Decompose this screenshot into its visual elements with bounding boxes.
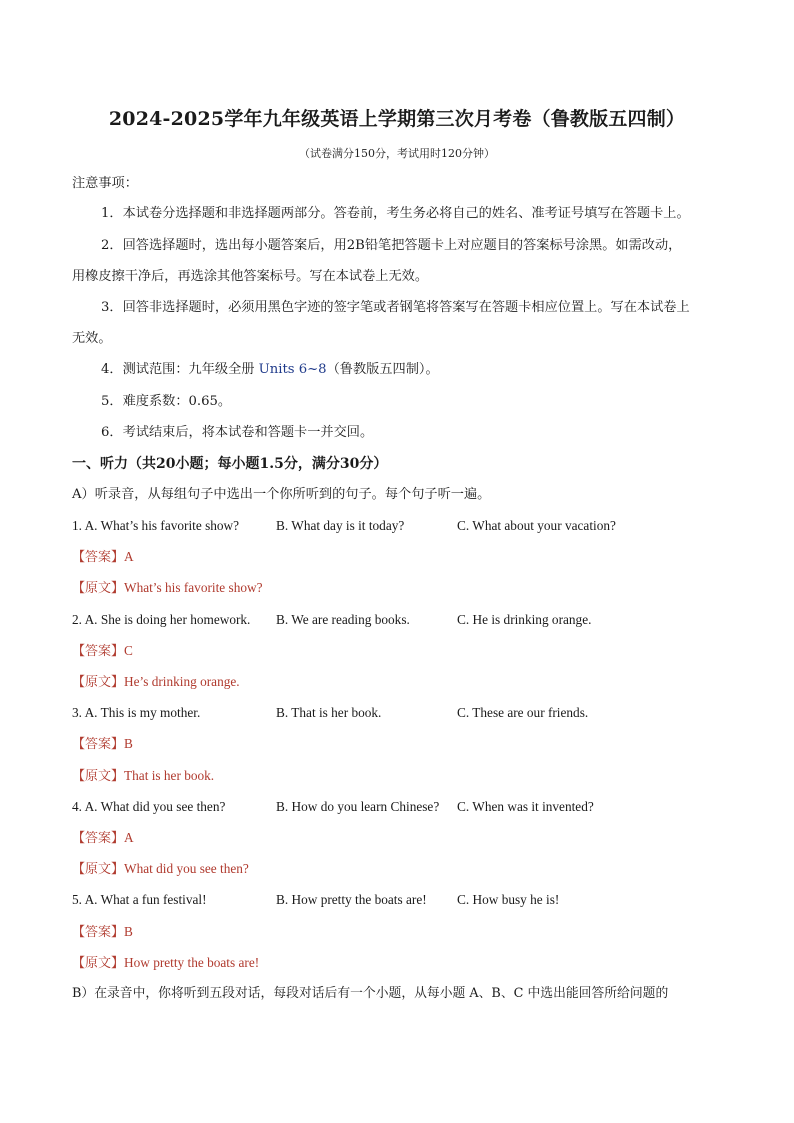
q1-answer: 【答案】A	[72, 549, 134, 565]
note-5: 5．难度系数：0.65。	[101, 394, 232, 409]
note-3-cont: 无效。	[72, 331, 112, 346]
note-6: 6．考试结束后，将本试卷和答题卡一并交回。	[101, 425, 374, 440]
page-title: 2024-2025学年九年级英语上学期第三次月考卷（鲁教版五四制）	[108, 108, 686, 130]
q2-option-a: 2. A. She is doing her homework.	[72, 612, 251, 627]
page-subtitle: （试卷满分150分，考试用时120分钟）	[299, 147, 495, 160]
part-b-instruction: B）在录音中，你将听到五段对话，每段对话后有一个小题，从每小题 A、B、C 中选出能回答所给问题的	[72, 986, 669, 1001]
part-a-instruction: A）听录音，从每组句子中选出一个你所听到的句子。每个句子听一遍。	[72, 487, 491, 502]
q2-option-b: B. We are reading books.	[276, 612, 410, 627]
q4-answer: 【答案】A	[72, 830, 134, 846]
q5-answer: 【答案】B	[72, 924, 133, 940]
section-1-heading: 一、听力（共20小题；每小题1.5分，满分30分）	[72, 456, 388, 472]
q4-option-b: B. How do you learn Chinese?	[276, 799, 440, 814]
note-2: 2．回答选择题时，选出每小题答案后，用2B铅笔把答题卡上对应题目的答案标号涂黑。如需改动，	[101, 238, 682, 253]
note-3: 3．回答非选择题时，必须用黑色字迹的签字笔或者钢笔将答案写在答题卡相应位置上。写在本试卷上	[101, 300, 690, 315]
q1-option-b: B. What day is it today?	[276, 518, 405, 533]
q3-option-c: C. These are our friends.	[457, 705, 589, 720]
q4-option-a: 4. A. What did you see then?	[72, 799, 226, 814]
q1-source: 【原文】What’s his favorite show?	[72, 580, 263, 596]
note-1: 1．本试卷分选择题和非选择题两部分。答卷前，考生务必将自己的姓名、准考证号填写在答题卡上。	[101, 206, 690, 221]
q1-option-c: C. What about your vacation?	[457, 518, 616, 533]
q2-option-c: C. He is drinking orange.	[457, 612, 592, 627]
notes-heading: 注意事项：	[72, 176, 138, 191]
q5-option-b: B. How pretty the boats are!	[276, 892, 427, 907]
q2-source: 【原文】He’s drinking orange.	[72, 674, 240, 690]
q5-option-c: C. How busy he is!	[457, 892, 560, 907]
q3-answer: 【答案】B	[72, 736, 133, 752]
note-2-cont: 用橡皮擦干净后，再选涂其他答案标号。写在本试卷上无效。	[72, 269, 429, 284]
q3-source: 【原文】That is her book.	[72, 768, 215, 784]
q2-answer: 【答案】C	[72, 643, 133, 659]
q3-option-a: 3. A. This is my mother.	[72, 705, 201, 720]
q4-option-c: C. When was it invented?	[457, 799, 594, 814]
note-4: 4．测试范围：九年级全册 Units 6~8（鲁教版五四制）。	[101, 362, 439, 377]
note-4-units: Units 6~8	[258, 362, 327, 377]
q1-option-a: 1. A. What’s his favorite show?	[72, 518, 240, 533]
q4-source: 【原文】What did you see then?	[72, 861, 249, 877]
q3-option-b: B. That is her book.	[276, 705, 382, 720]
q5-option-a: 5. A. What a fun festival!	[72, 892, 207, 907]
q5-source: 【原文】How pretty the boats are!	[72, 955, 260, 971]
